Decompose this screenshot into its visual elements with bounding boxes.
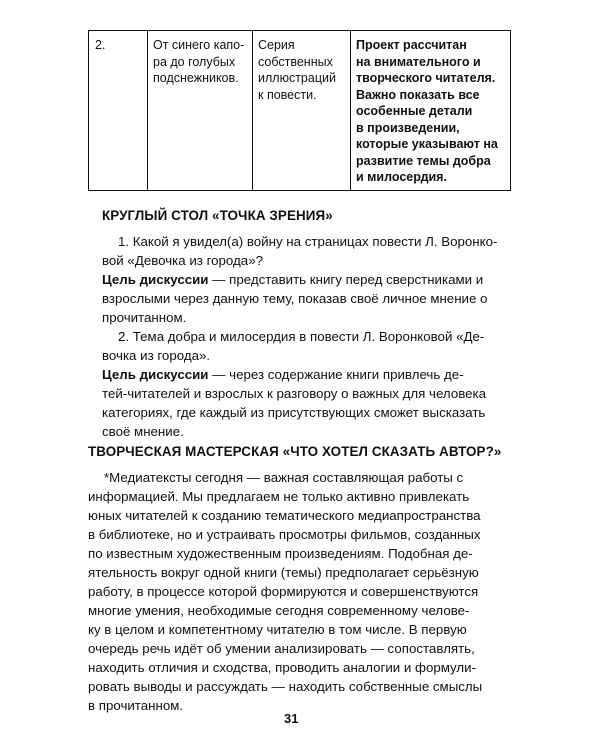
- text-line: категориях, где каждый из присутствующих сможет высказать: [102, 405, 486, 420]
- table-row: [89, 31, 511, 191]
- desc-line: творческого читателя.: [356, 71, 496, 85]
- section-heading-round-table: КРУГЛЫЙ СТОЛ «ТОЧКА ЗРЕНИЯ»: [102, 208, 333, 223]
- form-cell: [253, 31, 351, 191]
- text-line: [102, 365, 498, 384]
- text-line: 2. Тема добра и милосердия в повести Л. Воронковой «Де-: [118, 329, 485, 344]
- form-line: к повести.: [258, 87, 317, 102]
- paragraph-question-2: [102, 327, 498, 365]
- form-line: собственных: [258, 54, 333, 69]
- section-heading-creative-workshop: ТВОРЧЕСКАЯ МАСТЕРСКАЯ «ЧТО ХОТЕЛ СКАЗАТЬ АВТОР?»: [88, 444, 502, 459]
- title-line: От синего капо-: [153, 38, 245, 52]
- form-line: иллюстраций: [258, 71, 336, 85]
- paragraph-media-texts: [88, 468, 500, 715]
- page-number: 31: [284, 711, 299, 726]
- text-line: ку в целом и компетентному читателю в том числе. В первую: [88, 622, 467, 637]
- row-number-cell: [89, 31, 148, 191]
- text-line: прочитанном.: [102, 310, 187, 325]
- text-line: вой «Девочка из города»?: [102, 253, 263, 268]
- desc-line: и милосердия.: [356, 170, 447, 184]
- goal-label: Цель дискуссии: [102, 272, 209, 287]
- desc-line: в произведении,: [356, 120, 460, 135]
- text-line: информацией. Мы предлагаем не только активно привлекать: [88, 489, 470, 504]
- desc-line: развитие темы добра: [356, 153, 491, 168]
- goal-text: — через содержание книги привлечь де-: [208, 367, 464, 382]
- text-line: взрослыми через данную тему, показав своё личное мнение о: [102, 291, 488, 306]
- title-line: ра до голубых: [153, 54, 236, 69]
- title-line: подснежников.: [153, 71, 239, 85]
- text-line: многие умения, необходимые сегодня современному челове-: [88, 603, 470, 618]
- text-line: своё мнение.: [102, 424, 184, 439]
- form-line: Серия: [258, 38, 295, 52]
- desc-line: Важно показать все: [356, 87, 480, 102]
- text-line: тей-читателей и взрослых к разговору о важных для человека: [102, 386, 487, 401]
- text-line: находить отличия и сходства, проводить аналогии и формули-: [88, 660, 476, 675]
- text-line: по известным художественным произведениям. Подобная де-: [88, 546, 473, 561]
- goal-label: Цель дискуссии: [102, 367, 209, 382]
- text-line: *Медиатексты сегодня — важная составляющая работы с: [104, 470, 464, 485]
- paragraph-question-1: [102, 232, 498, 270]
- text-line: ровать выводы и рассуждать — находить собственные смыслы: [88, 679, 483, 694]
- text-line: юных читателей к созданию тематического медиапространства: [88, 508, 481, 523]
- paragraph-goal-1: [102, 270, 498, 327]
- text-line: в прочитанном.: [88, 698, 184, 713]
- desc-line: на внимательного и: [356, 54, 481, 69]
- title-cell: [148, 31, 253, 191]
- desc-line: особенные детали: [356, 104, 473, 118]
- row-number: 2.: [95, 38, 106, 52]
- text-line: работу, в процессе которой формируются и совершенствуются: [88, 584, 479, 599]
- program-table: [88, 30, 511, 191]
- text-line: вочка из города».: [102, 348, 211, 363]
- text-line: [102, 270, 498, 289]
- description-cell: [351, 31, 511, 191]
- paragraph-goal-2: [102, 365, 498, 441]
- desc-line: Проект рассчитан: [356, 38, 467, 52]
- text-line: в библиотеке, но и устраивать просмотры фильмов, созданных: [88, 527, 481, 542]
- goal-text: — представить книгу перед сверстниками и: [208, 272, 484, 287]
- text-line: ятельность вокруг одной книги (темы) предполагает серьёзную: [88, 565, 479, 580]
- desc-line: которые указывают на: [356, 137, 498, 151]
- text-line: очередь речь идёт об умении анализировать — сопоставлять,: [88, 641, 475, 656]
- text-line: 1. Какой я увидел(а) войну на страницах повести Л. Воронко-: [118, 234, 498, 249]
